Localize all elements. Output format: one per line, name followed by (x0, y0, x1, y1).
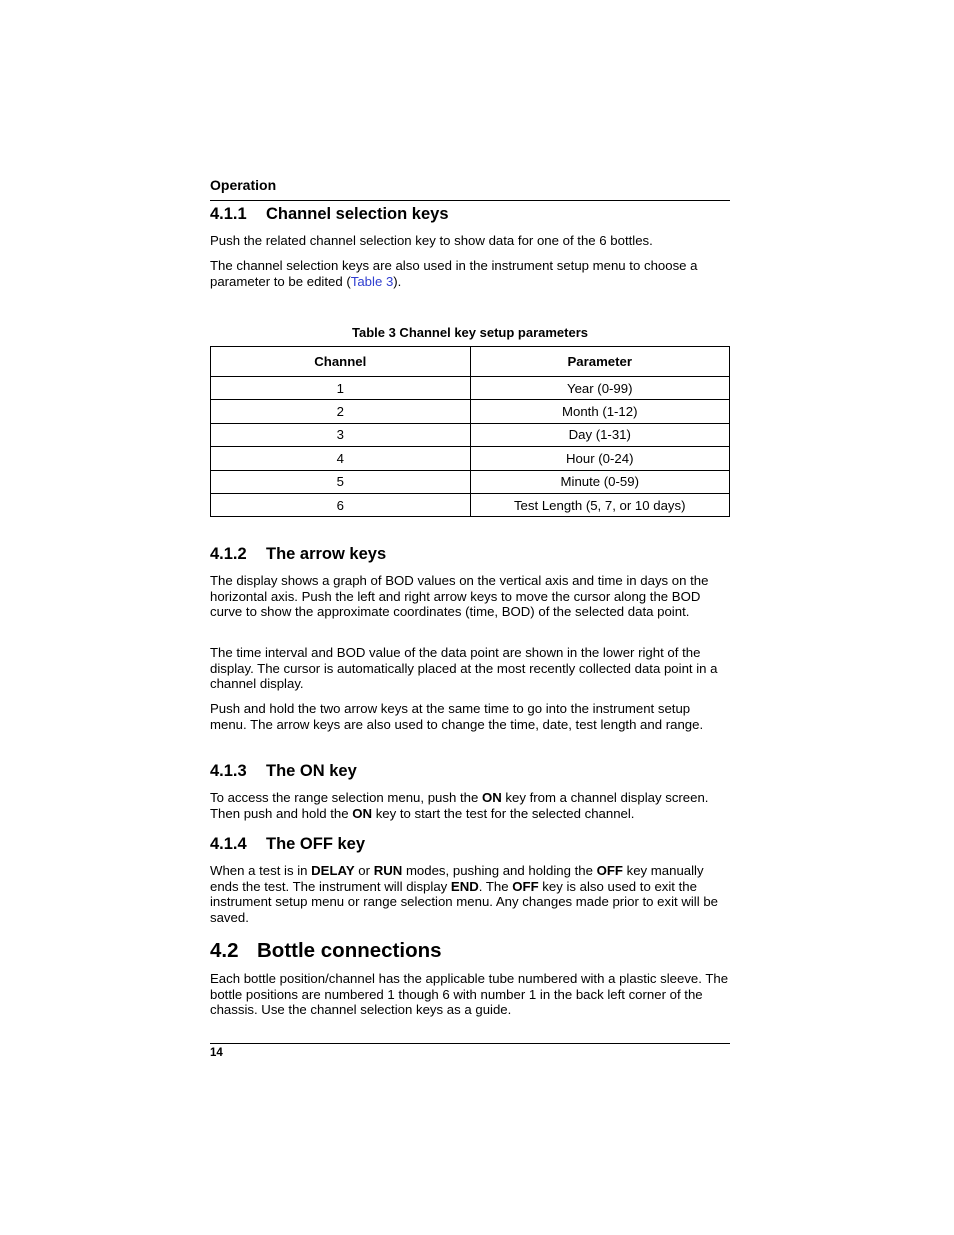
section-title: The arrow keys (266, 545, 387, 563)
section-heading-4-1-4 (210, 835, 365, 854)
footer-divider (210, 1043, 730, 1044)
table-cell: Minute (0-59) (470, 470, 730, 493)
section-title: Bottle connections (257, 939, 442, 962)
paragraph-text: To access the range selection menu, push the (210, 790, 482, 805)
table-3-link[interactable]: Table 3 (350, 273, 394, 289)
section-heading-4-1-1 (210, 205, 449, 224)
paragraph-text: key to start the test for the selected channel. (372, 805, 635, 821)
paragraph (210, 790, 730, 821)
paragraph-text: . The (478, 878, 513, 894)
paragraph: Push the related channel selection key to show data for one of the 6 bottles. (210, 233, 653, 248)
paragraph-text: key manually ends the test. The instrument will display (210, 863, 704, 894)
section-heading-4-1-3 (210, 762, 357, 781)
key-name-bold: OFF (512, 878, 539, 894)
paragraph-text: ). (393, 273, 402, 289)
running-head: Operation (210, 177, 730, 201)
page-number: 14 (210, 1047, 223, 1059)
table-cell: 6 (211, 493, 471, 516)
paragraph: Push and hold the two arrow keys at the same time to go into the instrument setup menu. The arrow keys are also used to change the time, date, test length and range. (210, 701, 704, 732)
section-heading-4-2 (210, 939, 442, 963)
column-header-parameter: Parameter (470, 347, 730, 377)
key-name-bold: ON (481, 790, 502, 805)
section-number: 4.1.1 (210, 205, 247, 223)
table-row (211, 377, 730, 400)
paragraph-text: key is also used to exit the instrument setup menu or range selection menu. Any changes made prior to exit will be saved. (210, 878, 718, 926)
table-cell: Day (1-31) (470, 423, 730, 446)
channel-key-table (210, 346, 730, 517)
paragraph-text: modes, pushing and holding the (402, 863, 597, 878)
table-header-row (211, 347, 730, 377)
table-row (211, 423, 730, 446)
table-cell: 3 (211, 423, 471, 446)
paragraph: The display shows a graph of BOD values on the vertical axis and time in days on the horizontal axis. Push the left and right arrow keys to move the cursor along the BOD curve to show the approximate coordinates (time, BOD) of the selected data point. (210, 573, 709, 620)
display-text-bold: END (450, 878, 479, 894)
paragraph (210, 258, 730, 289)
paragraph: Each bottle position/channel has the applicable tube numbered with a plastic sleeve. The bottle positions are numbered 1 though 6 with number 1 in the back left corner of the chassis. Use the channel selection keys as a guide. (210, 971, 729, 1018)
table-row (211, 447, 730, 470)
table-cell: 2 (211, 400, 471, 423)
table-cell: Test Length (5, 7, or 10 days) (470, 493, 730, 516)
paragraph-text: The channel selection keys are also used in the instrument setup menu to choose a parameter to be edited ( (210, 258, 698, 289)
table-row (211, 493, 730, 516)
section-heading-4-1-2 (210, 545, 386, 564)
section-title: The ON key (266, 762, 357, 780)
column-header-channel: Channel (211, 347, 471, 377)
mode-name-bold: DELAY (311, 863, 355, 878)
paragraph-text: or (354, 863, 374, 878)
section-title: The OFF key (266, 835, 366, 853)
table-row (211, 400, 730, 423)
table-cell: 4 (211, 447, 471, 470)
paragraph: The time interval and BOD value of the data point are shown in the lower right of the display. The cursor is automatically placed at the most recently collected data point in a channel display. (210, 645, 718, 692)
mode-name-bold: RUN (373, 863, 403, 878)
paragraph-text: key from a channel display screen. Then push and hold the (210, 790, 709, 821)
table-cell: Hour (0-24) (470, 447, 730, 470)
paragraph (210, 863, 730, 926)
table-cell: 1 (211, 377, 471, 400)
key-name-bold: OFF (596, 863, 623, 878)
section-number: 4.1.4 (210, 835, 247, 853)
table-cell: 5 (211, 470, 471, 493)
section-number: 4.1.2 (210, 545, 247, 563)
table-row (211, 470, 730, 493)
table-cell: Year (0-99) (470, 377, 730, 400)
section-number: 4.2 (210, 939, 239, 962)
section-title: Channel selection keys (266, 205, 449, 223)
section-number: 4.1.3 (210, 762, 247, 780)
key-name-bold: ON (352, 805, 373, 821)
table-caption: Table 3 Channel key setup parameters (351, 325, 589, 340)
table-cell: Month (1-12) (470, 400, 730, 423)
paragraph-text: When a test is in (210, 863, 312, 878)
